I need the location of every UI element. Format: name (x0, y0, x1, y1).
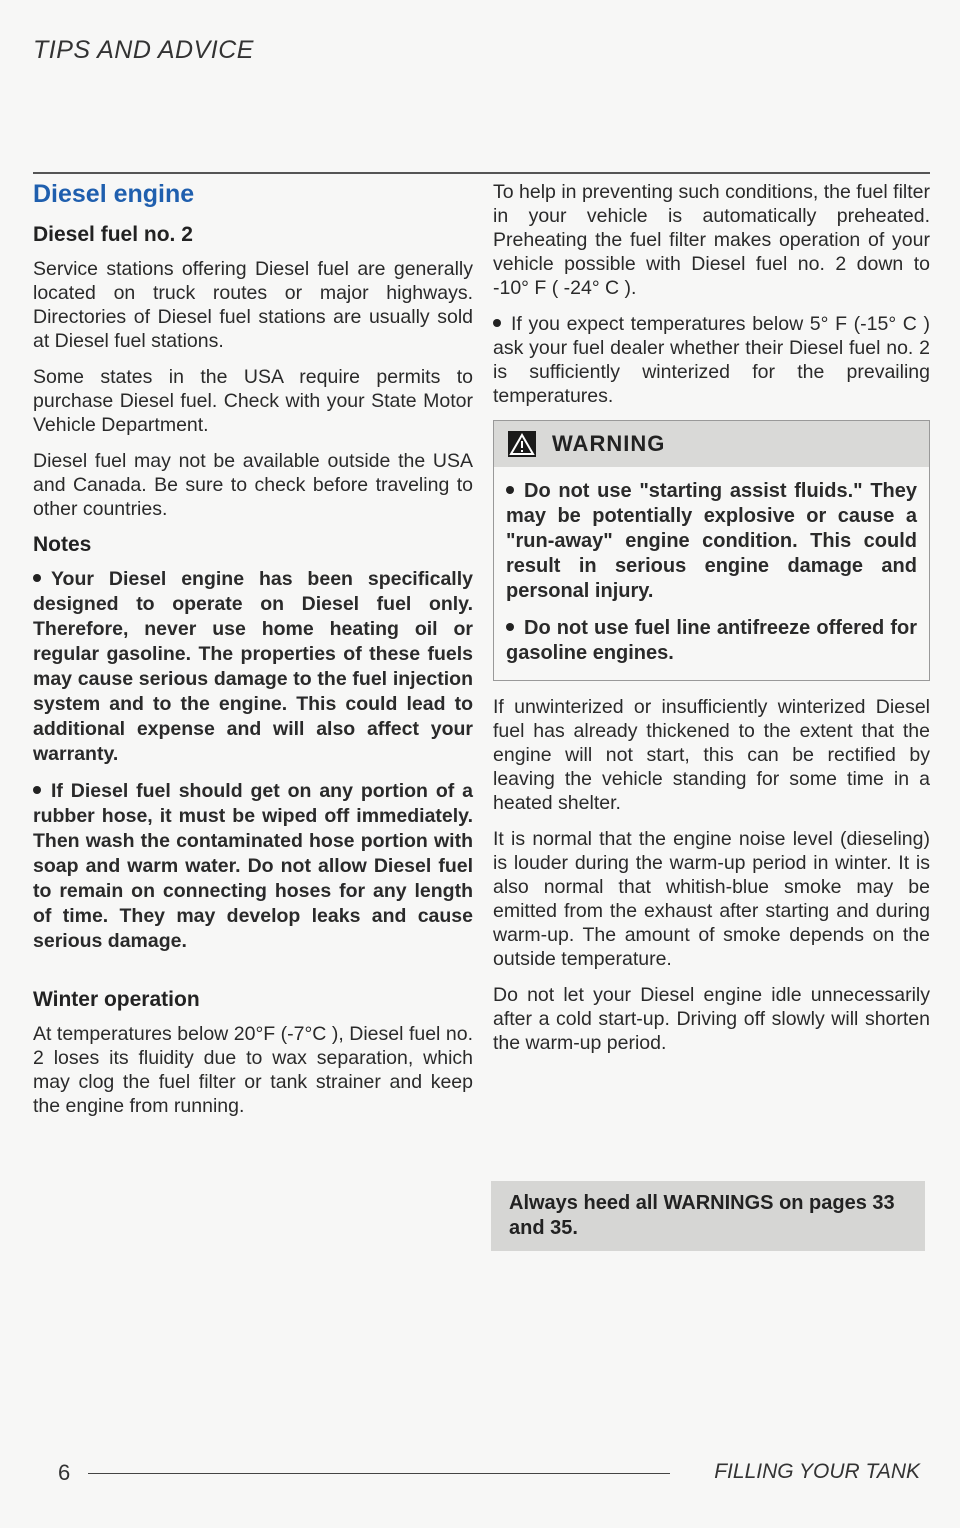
section-title: Diesel engine (33, 180, 195, 208)
header-rule (33, 172, 930, 174)
page-footer (58, 1460, 920, 1490)
paragraph-engine-noise: It is normal that the engine noise level (dieseling) is louder during the warm-up period in winter. It is also normal that whitish-blue smoke may be emitted from the exhaust after starting and during warm-up. The amount of smoke depends on the outside temperature. (493, 828, 930, 970)
bullet-item: If you expect temperatures below 5° F (-15° C ) ask your fuel dealer whether their Diesel fuel no. 2 is sufficiently winterized for the prevailing temperatures. (493, 313, 930, 407)
bullet-icon (33, 786, 41, 794)
chapter-title: FILLING YOUR TANK (714, 1460, 920, 1483)
right-column (493, 180, 930, 1067)
warning-header (494, 421, 929, 467)
warning-item: Do not use "starting assist fluids." They may be potentially explosive or cause a "run-away" engine condition. This could result in serious engine damage and personal injury. (506, 480, 917, 602)
warning-body (494, 467, 929, 680)
paragraph-availability: Diesel fuel may not be available outside the USA and Canada. Be sure to check before traveling to other countries. (33, 450, 473, 520)
paragraph-winter: At temperatures below 20°F (-7°C ), Diesel fuel no. 2 loses its fluidity due to wax separation, which may clog the fuel filter or tank strainer and keep the engine from running. (33, 1023, 473, 1117)
warning-item: Do not use fuel line antifreeze offered for gasoline engines. (506, 617, 917, 664)
winter-heading: Winter operation (33, 988, 200, 1011)
section-header: TIPS AND ADVICE (33, 36, 254, 64)
bullet-icon (506, 623, 514, 631)
paragraph-unwinterized: If unwinterized or insufficiently winterized Diesel fuel has already thickened to the extent that the engine will not start, this can be rectified by leaving the vehicle standing for some time in a heated shelter. (493, 696, 930, 814)
bullet-icon (33, 574, 41, 582)
paragraph-preheating: To help in preventing such conditions, the fuel filter in your vehicle is automatically preheated. Preheating the fuel filter makes operation of your vehicle possible with Diesel fuel no. 2 down to -10° F ( -24° C ). (493, 181, 930, 299)
paragraph-idle: Do not let your Diesel engine idle unnecessarily after a cold start-up. Driving off slowly will shorten the warm-up period. (493, 984, 930, 1054)
warning-triangle-icon (508, 431, 536, 457)
page-number: 6 (58, 1460, 71, 1485)
bullet-icon (506, 486, 514, 494)
warning-box (493, 420, 930, 681)
warning-title: WARNING (552, 431, 666, 456)
subsection-title: Diesel fuel no. 2 (33, 223, 193, 246)
left-column (33, 180, 473, 1130)
callout-text: Always heed all WARNINGS on pages 33 and 35. (509, 1192, 895, 1239)
footer-rule (88, 1473, 670, 1474)
warnings-callout (491, 1181, 925, 1251)
notes-heading: Notes (33, 533, 92, 556)
paragraph-stations: Service stations offering Diesel fuel are generally located on truck routes or major highways. Directories of Diesel fuel stations are usually sold at Diesel fuel stations. (33, 258, 473, 352)
note-item: Your Diesel engine has been specifically designed to operate on Diesel fuel only. Therefore, never use home heating oil or regular gasoline. The properties of these fuels may cause serious damage to the fuel injection system and to the engine. This could lead to additional expense and will also affect your warranty. (33, 568, 473, 765)
bullet-icon (493, 319, 501, 327)
note-item: If Diesel fuel should get on any portion of a rubber hose, it must be wiped off immediately. Then wash the contaminated hose portion with soap and warm water. Do not allow Diesel fuel to remain on connecting hoses for any length of time. They may develop leaks and cause serious damage. (33, 780, 473, 952)
paragraph-permits: Some states in the USA require permits to purchase Diesel fuel. Check with your State Motor Vehicle Department. (33, 366, 473, 436)
